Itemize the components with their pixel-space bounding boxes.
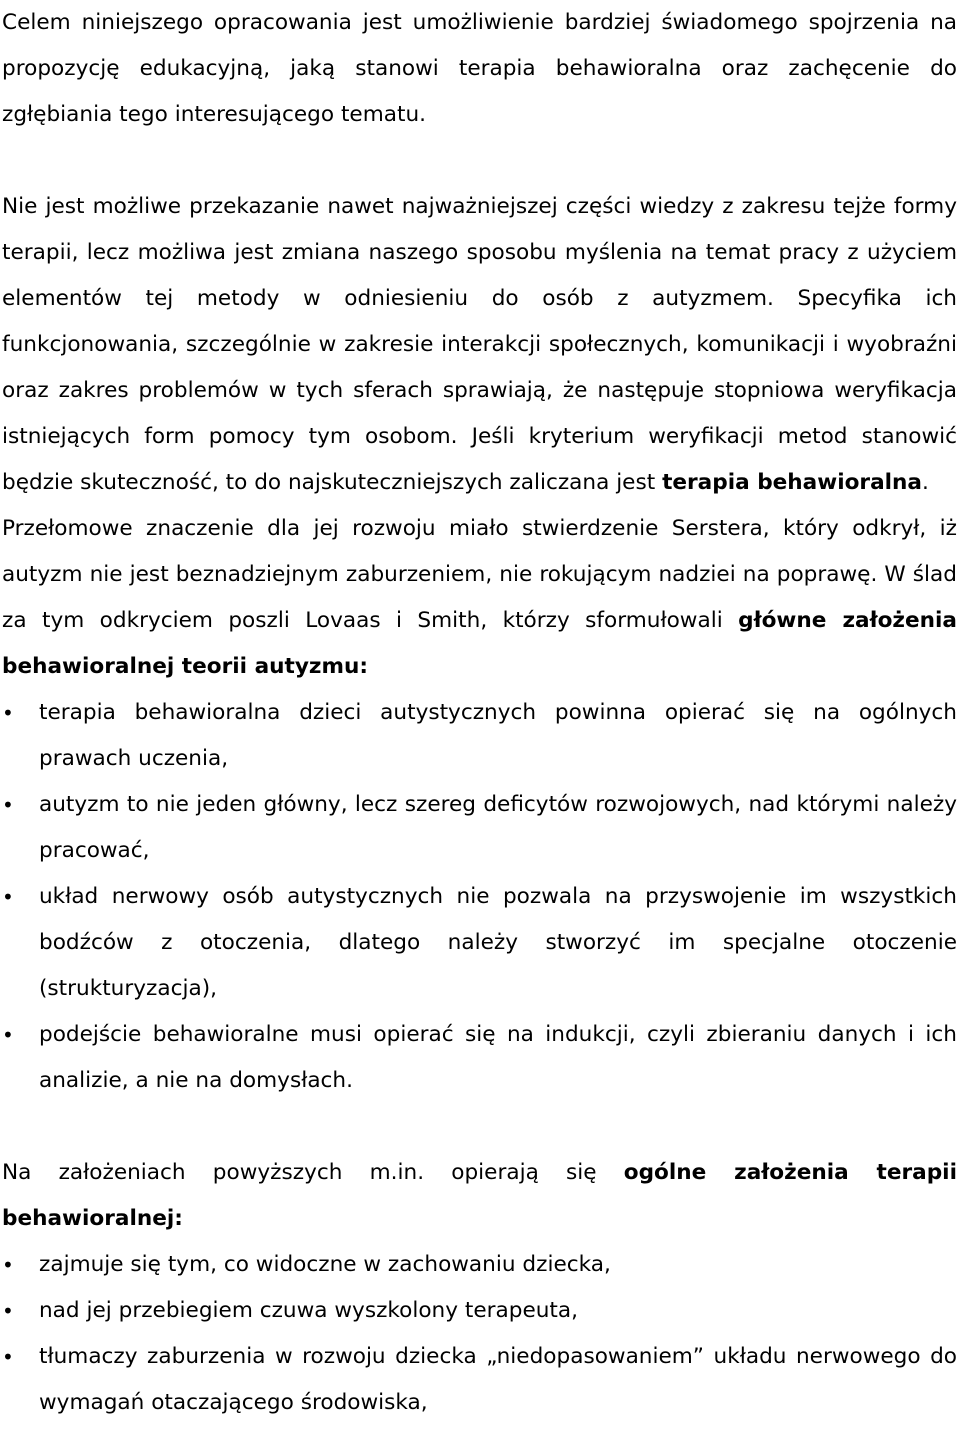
therapy-assumptions-list — [2, 1242, 957, 1426]
history-paragraph-text: Przełomowe znaczenie dla jej rozwoju miało stwierdzenie Serstera, który odkrył, iż autyzm nie jest beznadziejnym zaburzeniem, nie rokującym nadziei na poprawę. W ślad za tym odkryciem poszli Lovaas i Smith, którzy sformułowali — [2, 516, 957, 633]
list-item-text: autyzm to nie jeden główny, lecz szereg deficytów rozwojowych, nad którymi należy pracować, — [39, 792, 957, 863]
theory-assumptions-list — [2, 690, 957, 1104]
bullet-icon: • — [2, 1345, 14, 1369]
history-paragraph-bold: główne założenia behawioralnej teorii autyzmu: — [2, 608, 957, 679]
bullet-icon: • — [2, 1253, 14, 1277]
list-item — [2, 1288, 957, 1334]
list-item — [2, 782, 957, 874]
general-assumptions-paragraph — [2, 1150, 957, 1242]
general-assumptions-text: Na założeniach powyższych m.in. opierają się — [2, 1160, 624, 1185]
method-paragraph-end: . — [922, 470, 929, 495]
method-paragraph-text: Nie jest możliwe przekazanie nawet najważniejszej części wiedzy z zakresu tejże formy terapii, lecz możliwa jest zmiana naszego sposobu myślenia na temat pracy z użyciem elementów tej metody w odniesieniu do osób z autyzmem. Specyfika ich funkcjonowania, szczególnie w zakresie interakcji społecznych, komunikacji i wyobraźni oraz zakres problemów w tych sferach sprawiają, że następuje stopniowa weryfikacja istniejących form pomocy tym osobom. Jeśli kryterium weryfikacji metod stanowić będzie skuteczność, to do najskuteczniejszych zaliczana jest — [2, 194, 957, 495]
method-paragraph-bold: terapia behawioralna — [662, 470, 922, 495]
list-item-text: tłumaczy zaburzenia w rozwoju dziecka „niedopasowaniem” układu nerwowego do wymagań otaczającego środowiska, — [39, 1344, 957, 1415]
list-item — [2, 874, 957, 1012]
intro-paragraph: Celem niniejszego opracowania jest umożliwienie bardziej świadomego spojrzenia na propozycję edukacyjną, jaką stanowi terapia behawioralna oraz zachęcenie do zgłębiania tego interesującego tematu. — [2, 10, 957, 127]
list-item — [2, 690, 957, 782]
bullet-icon: • — [2, 793, 14, 817]
list-item — [2, 1012, 957, 1104]
list-item — [2, 1242, 957, 1288]
bullet-icon: • — [2, 1023, 14, 1047]
bullet-icon: • — [2, 1299, 14, 1323]
list-item-text: nad jej przebiegiem czuwa wyszkolony terapeuta, — [39, 1298, 578, 1323]
general-assumptions-bold: ogólne założenia terapii behawioralnej: — [2, 1160, 957, 1231]
list-item — [2, 1334, 957, 1426]
list-item-text: zajmuje się tym, co widoczne w zachowaniu dziecka, — [39, 1252, 611, 1277]
list-item-text: podejście behawioralne musi opierać się na indukcji, czyli zbieraniu danych i ich analizie, a nie na domysłach. — [39, 1022, 957, 1093]
bullet-icon: • — [2, 701, 14, 725]
list-item-text: układ nerwowy osób autystycznych nie pozwala na przyswojenie im wszystkich bodźców z otoczenia, dlatego należy stworzyć im specjalne otoczenie (strukturyzacja), — [39, 884, 957, 1001]
method-paragraph — [2, 184, 957, 506]
bullet-icon: • — [2, 885, 14, 909]
list-item-text: terapia behawioralna dzieci autystycznych powinna opierać się na ogólnych prawach uczenia, — [39, 700, 957, 771]
history-paragraph — [2, 506, 957, 690]
